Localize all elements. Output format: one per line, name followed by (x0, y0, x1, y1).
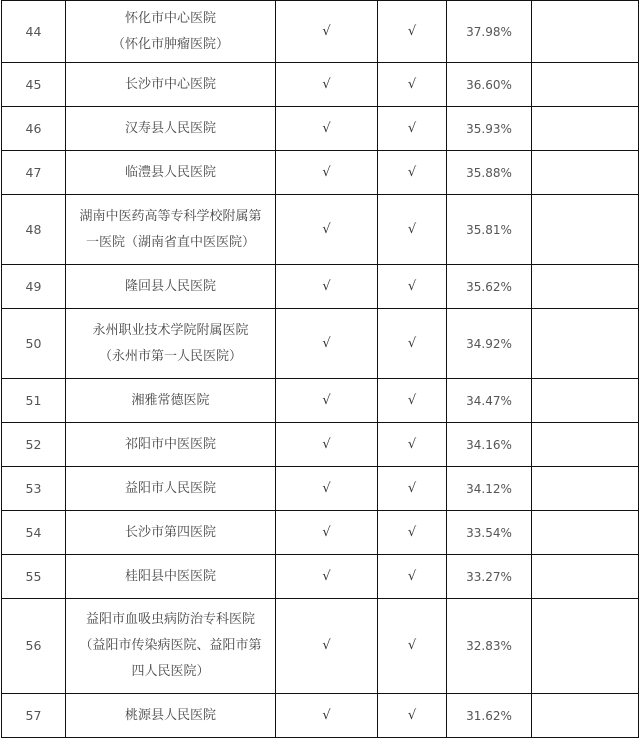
check-mark-1: √ (276, 265, 378, 309)
rate-value: 33.27% (447, 555, 532, 599)
check-mark-2: √ (378, 63, 447, 107)
check-mark-2: √ (378, 309, 447, 379)
hospital-name-line: 祁阳市中医医院 (124, 436, 216, 452)
note-cell (532, 423, 639, 467)
note-cell (532, 107, 639, 151)
row-number: 45 (2, 63, 66, 107)
row-number: 53 (2, 467, 66, 511)
note-cell (532, 309, 639, 379)
note-cell (532, 555, 639, 599)
row-number: 52 (2, 423, 66, 467)
row-number: 56 (2, 599, 66, 694)
hospital-name-line: 汉寿县人民医院 (124, 120, 216, 136)
rate-value: 35.62% (447, 265, 532, 309)
rate-value: 35.93% (447, 107, 532, 151)
rate-value: 35.81% (447, 195, 532, 265)
check-mark-1: √ (276, 694, 378, 738)
table-row (2, 63, 639, 107)
check-mark-2: √ (378, 599, 447, 694)
hospital-name (66, 107, 276, 151)
check-mark-2: √ (378, 423, 447, 467)
hospital-name (66, 63, 276, 107)
row-number: 44 (2, 1, 66, 63)
table-row (2, 1, 639, 63)
hospital-name-line: 怀化市中心医院 (124, 10, 216, 26)
hospital-name-line: （益阳市传染病医院、益阳市第 (79, 638, 262, 653)
table-row (2, 379, 639, 423)
table-body (2, 1, 639, 738)
hospital-name-line: 临澧县人民医院 (124, 164, 216, 180)
hospital-name (66, 309, 276, 379)
row-number: 46 (2, 107, 66, 151)
check-mark-1: √ (276, 107, 378, 151)
check-mark-1: √ (276, 555, 378, 599)
rate-value: 35.88% (447, 151, 532, 195)
check-mark-2: √ (378, 694, 447, 738)
row-number: 47 (2, 151, 66, 195)
hospital-name (66, 555, 276, 599)
hospital-name (66, 379, 276, 423)
rate-value: 36.60% (447, 63, 532, 107)
hospital-table (1, 0, 639, 738)
check-mark-1: √ (276, 423, 378, 467)
hospital-name-line: 隆回县人民医院 (124, 278, 216, 294)
hospital-name-line: 湖南中医药高等专科学校附属第 (79, 208, 262, 224)
note-cell (532, 599, 639, 694)
check-mark-2: √ (378, 265, 447, 309)
rate-value: 34.92% (447, 309, 532, 379)
check-mark-2: √ (378, 1, 447, 63)
hospital-name (66, 467, 276, 511)
check-mark-1: √ (276, 379, 378, 423)
hospital-name (66, 151, 276, 195)
check-mark-1: √ (276, 195, 378, 265)
note-cell (532, 265, 639, 309)
rate-value: 33.54% (447, 511, 532, 555)
hospital-name-line: 益阳市人民医院 (124, 480, 216, 496)
check-mark-1: √ (276, 511, 378, 555)
note-cell (532, 151, 639, 195)
row-number: 48 (2, 195, 66, 265)
note-cell (532, 379, 639, 423)
row-number: 49 (2, 265, 66, 309)
hospital-name-line: 桂阳县中医医院 (124, 568, 216, 584)
hospital-name-line: （永州市第一人民医院） (98, 348, 242, 364)
note-cell (532, 511, 639, 555)
check-mark-1: √ (276, 1, 378, 63)
table-row (2, 467, 639, 511)
check-mark-2: √ (378, 195, 447, 265)
row-number: 54 (2, 511, 66, 555)
rate-value: 37.98% (447, 1, 532, 63)
hospital-name-line: 益阳市血吸虫病防治专科医院 (85, 612, 255, 627)
hospital-name-line: 长沙市第四医院 (124, 524, 216, 540)
check-mark-1: √ (276, 63, 378, 107)
table-row (2, 599, 639, 694)
row-number: 57 (2, 694, 66, 738)
check-mark-1: √ (276, 599, 378, 694)
note-cell (532, 63, 639, 107)
check-mark-1: √ (276, 467, 378, 511)
hospital-name (66, 511, 276, 555)
row-number: 50 (2, 309, 66, 379)
rate-value: 34.47% (447, 379, 532, 423)
hospital-name-line: 长沙市中心医院 (124, 76, 216, 92)
table-row (2, 265, 639, 309)
rate-value: 32.83% (447, 599, 532, 694)
check-mark-2: √ (378, 107, 447, 151)
rate-value: 34.12% (447, 467, 532, 511)
hospital-name-line: 四人民医院） (131, 664, 210, 679)
hospital-name (66, 265, 276, 309)
table-row (2, 423, 639, 467)
row-number: 51 (2, 379, 66, 423)
table-row (2, 195, 639, 265)
table-row (2, 555, 639, 599)
table-row (2, 309, 639, 379)
rate-value: 34.16% (447, 423, 532, 467)
hospital-name (66, 599, 276, 694)
check-mark-1: √ (276, 309, 378, 379)
check-mark-2: √ (378, 379, 447, 423)
hospital-name-line: 湘雅常德医院 (131, 392, 210, 408)
table-row (2, 151, 639, 195)
hospital-name (66, 195, 276, 265)
hospital-name (66, 423, 276, 467)
check-mark-1: √ (276, 151, 378, 195)
hospital-name-line: 桃源县人民医院 (124, 707, 216, 723)
note-cell (532, 1, 639, 63)
row-number: 55 (2, 555, 66, 599)
table-row (2, 107, 639, 151)
check-mark-2: √ (378, 467, 447, 511)
check-mark-2: √ (378, 511, 447, 555)
check-mark-2: √ (378, 151, 447, 195)
hospital-name-line: 永州职业技术学院附属医院 (92, 322, 249, 338)
check-mark-2: √ (378, 555, 447, 599)
note-cell (532, 467, 639, 511)
hospital-name (66, 1, 276, 63)
table-row (2, 511, 639, 555)
note-cell (532, 195, 639, 265)
hospital-name-line: 一医院（湖南省直中医医院） (85, 234, 255, 250)
rate-value: 31.62% (447, 694, 532, 738)
hospital-name-line: （怀化市肿瘤医院） (111, 36, 229, 52)
